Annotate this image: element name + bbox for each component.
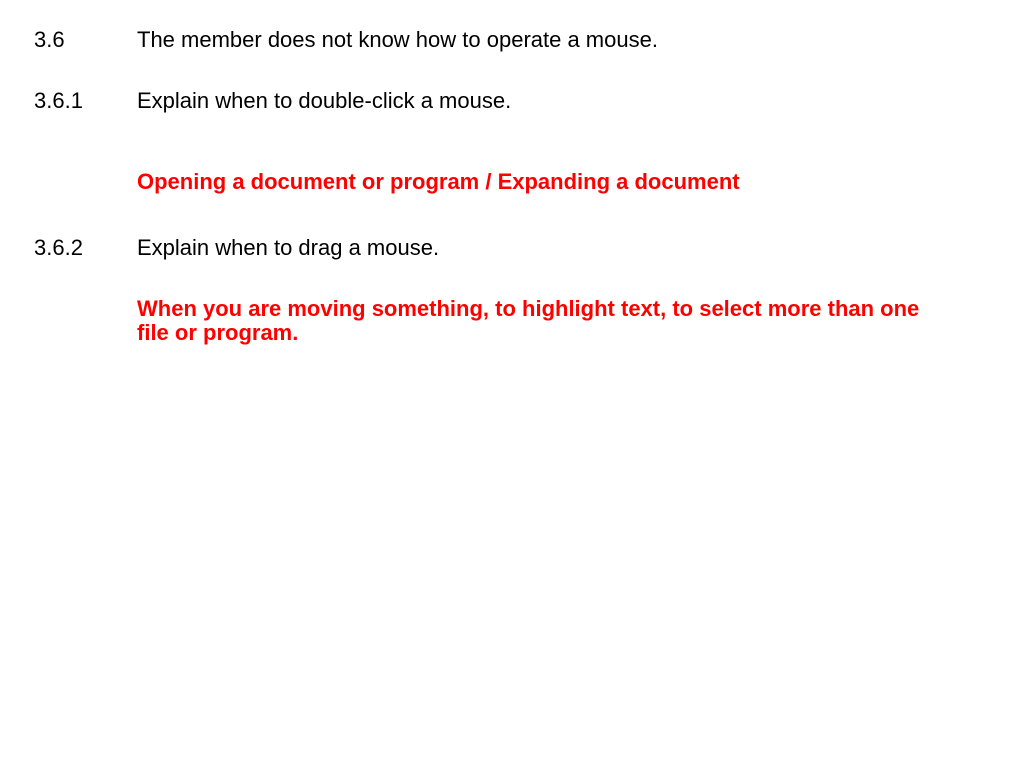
question-number: 3.6.1 [34, 88, 83, 113]
question-number: 3.6.2 [34, 235, 83, 260]
answer-text: When you are moving something, to highlight text, to select more than one file or program. [137, 296, 920, 345]
question-text: Explain when to drag a mouse. [137, 235, 440, 260]
answer-text: Opening a document or program / Expanding a document [137, 169, 740, 194]
section-heading: The member does not know how to operate a mouse. [137, 27, 658, 52]
section-number: 3.6 [34, 27, 65, 52]
question-text: Explain when to double-click a mouse. [137, 88, 512, 113]
